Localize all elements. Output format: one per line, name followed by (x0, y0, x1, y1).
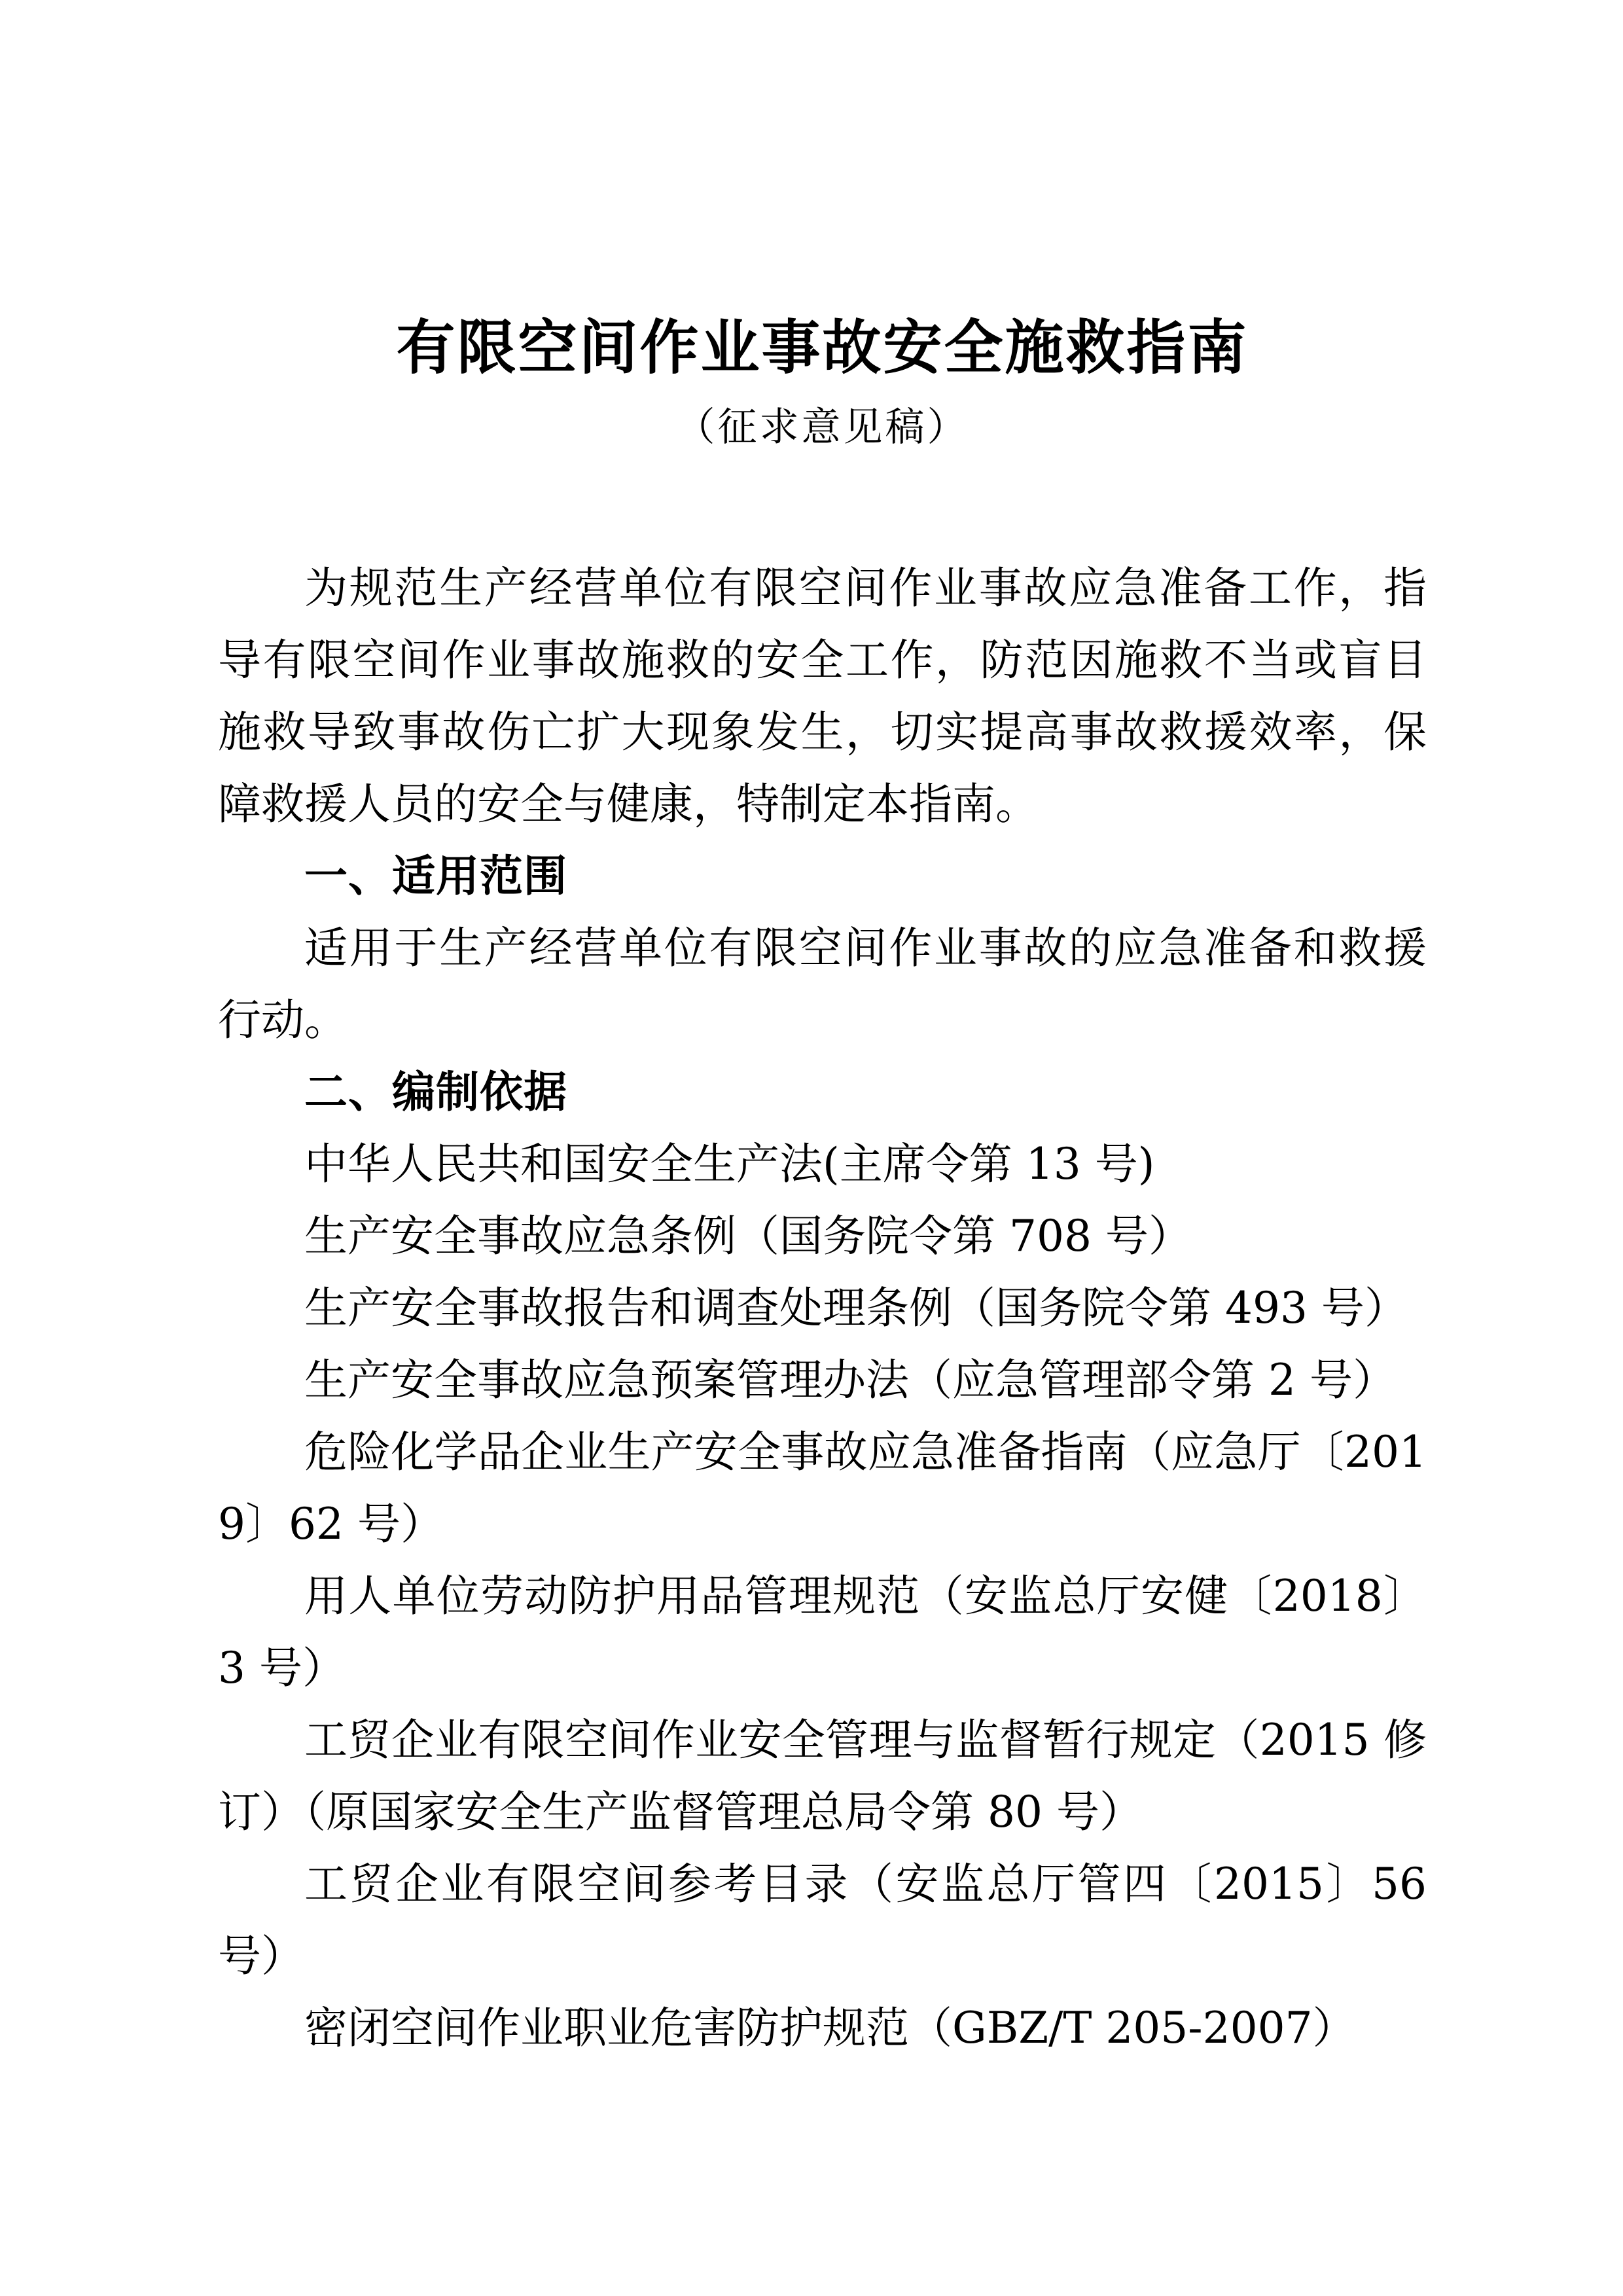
paragraph-scope: 适用于生产经营单位有限空间作业事故的应急准备和救援行动。 (218, 923, 1427, 1045)
document-subtitle: （征求意见稿） (675, 404, 969, 450)
document-title: 有限空间作业事故安全施救指南 (396, 313, 1249, 382)
reference-item-emergency-regulation-708: 生产安全事故应急条例（国务院令第 708 号） (304, 1211, 1192, 1261)
reference-item-confined-space-catalog-56: 工贸企业有限空间参考目录（安监总厅管四〔2015〕56 号） (218, 1859, 1427, 1981)
reference-item-gbz-t-205-2007: 密闭空间作业职业危害防护规范（GBZ/T 205-2007） (304, 2003, 1356, 2053)
reference-item-hazchem-emergency-guide-62: 危险化学品企业生产安全事故应急准备指南（应急厅〔2019〕62 号） (218, 1427, 1427, 1549)
reference-item-work-safety-law: 中华人民共和国安全生产法(主席令第 13 号) (304, 1139, 1155, 1189)
reference-item-accident-report-regulation-493: 生产安全事故报告和调查处理条例（国务院令第 493 号） (304, 1283, 1408, 1333)
section-heading-basis: 二、编制依据 (304, 1067, 567, 1117)
section-heading-scope: 一、适用范围 (304, 851, 567, 901)
document-body (218, 552, 1427, 2064)
reference-item-confined-space-interim-provisions-80: 工贸企业有限空间作业安全管理与监督暂行规定（2015 修订）（原国家安全生产监督管理总局令第 80 号） (218, 1715, 1427, 1837)
paragraph-intro: 为规范生产经营单位有限空间作业事故应急准备工作，指导有限空间作业事故施救的安全工作，防范因施救不当或盲目施救导致事故伤亡扩大现象发生，切实提高事故救援效率，保障救援人员的安全与健康，特制定本指南。 (218, 563, 1427, 829)
reference-item-emergency-plan-measures-2: 生产安全事故应急预案管理办法（应急管理部令第 2 号） (304, 1355, 1396, 1405)
reference-item-ppe-management-2018-3: 用人单位劳动防护用品管理规范（安监总厅安健〔2018〕3 号） (218, 1571, 1427, 1693)
